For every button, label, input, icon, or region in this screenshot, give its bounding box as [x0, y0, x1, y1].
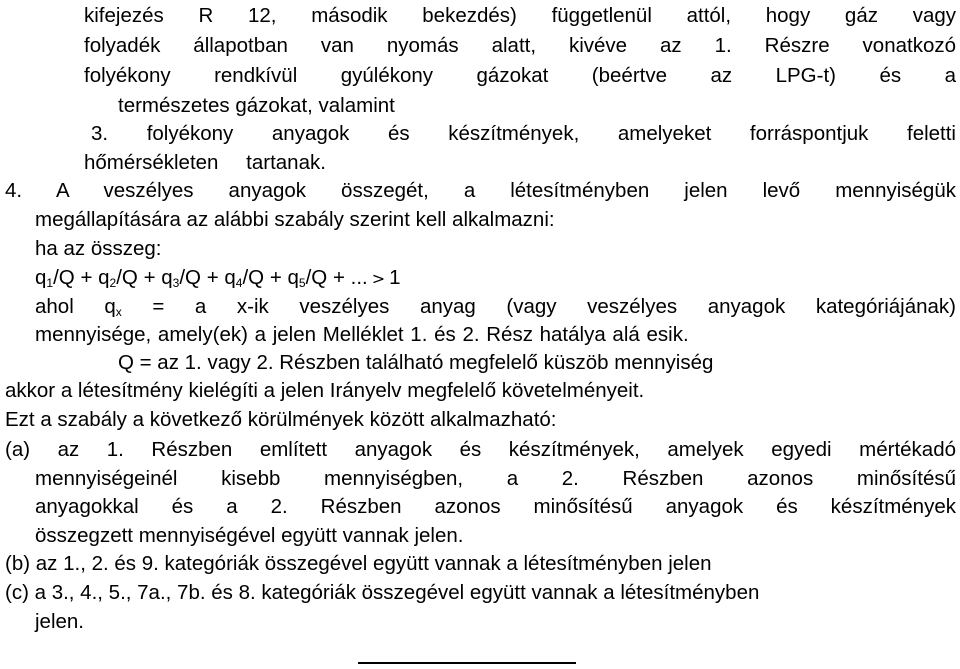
text-line: kifejezés R 12, második bekezdés) függetlenül attól, hogy gáz vagy — [84, 4, 956, 27]
text-line: megállapítására az alábbi szabály szerint kell alkalmazni: — [35, 208, 555, 231]
sum-formula: $q_1/Q + q_2/Q + q_3/Q + q_4/Q + q_5/Q$ + ... > 1 — [35, 266, 401, 290]
footnote-divider — [358, 662, 576, 664]
text-line: természetes gázokat, valamint — [118, 94, 395, 117]
text-line: 3. folyékony anyagok és készítmények, amelyeket forráspontjuk feletti — [91, 122, 956, 145]
text-line: hőmérsékleten tartanak. — [84, 151, 326, 174]
text-line: mennyiségeinél kisebb mennyiségben, a 2. Részben azonos minősítésű — [35, 467, 956, 490]
text-line: akkor a létesítmény kielégíti a jelen Irányelv megfelelő követelményeit. — [5, 379, 645, 402]
text-line: (a) az 1. Részben említett anyagok és készítmények, amelyek egyedi mértékadó — [5, 438, 956, 461]
text-line: (b) az 1., 2. és 9. kategóriák összegével együtt vannak a létesítményben jelen — [5, 552, 712, 575]
text-line: Ezt a szabály a következő körülmények között alkalmazható: — [5, 408, 557, 431]
qx-definition: ahol $q_x = a$ x-ik veszélyes anyag (vagy veszélyes anyagok kategóriájának) — [35, 295, 956, 319]
text-line: folyékony rendkívül gyúlékony gázokat (beértve az LPG-t) és a — [84, 64, 956, 87]
text-line: mennyisége, amely(ek) a jelen Melléklet 1. és 2. Rész hatálya alá esik. — [35, 323, 689, 346]
text-line: ha az összeg: — [35, 237, 162, 260]
text-line: (c) a 3., 4., 5., 7a., 7b. és 8. kategóriák összegével együtt vannak a létesítményben — [5, 581, 760, 604]
text-line: 4. A veszélyes anyagok összegét, a létesítményben jelen levő mennyiségük — [5, 179, 956, 202]
text-line: jelen. — [35, 610, 85, 633]
text-line: anyagokkal és a 2. Részben azonos minősítésű anyagok és készítmények — [35, 495, 956, 518]
text-line: Q = az 1. vagy 2. Részben található megfelelő küszöb mennyiség — [118, 351, 714, 374]
text-line: összegzett mennyiségével együtt vannak jelen. — [35, 524, 464, 547]
text-line: folyadék állapotban van nyomás alatt, kivéve az 1. Részre vonatkozó — [84, 34, 956, 57]
